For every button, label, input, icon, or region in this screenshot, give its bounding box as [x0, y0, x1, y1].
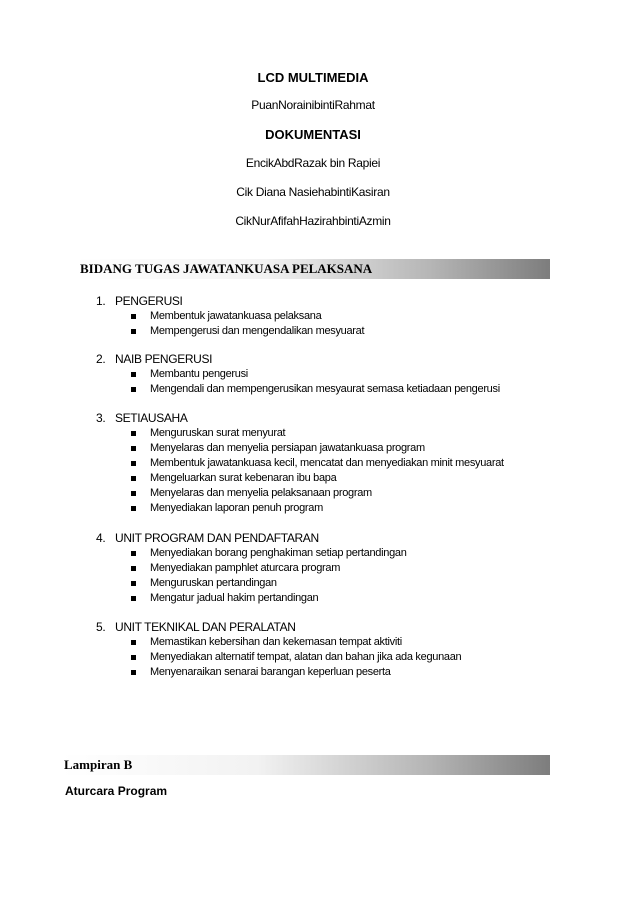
- list-item: [131, 591, 407, 606]
- section-3-heading: [96, 411, 188, 425]
- bullet-icon: [131, 491, 136, 496]
- bullet-icon: [131, 431, 136, 436]
- list-item-text: Membentuk jawatankuasa kecil, mencatat dan menyediakan minit mesyuarat: [150, 457, 504, 469]
- section-2-heading: [96, 352, 212, 366]
- section-3-list: [131, 426, 504, 516]
- section-1-list: [131, 309, 364, 339]
- list-item-text: Menyediakan pamphlet aturcara program: [150, 562, 341, 574]
- bullet-icon: [131, 329, 136, 334]
- header-title-lcd: LCD MULTIMEDIA: [257, 70, 369, 85]
- bullet-icon: [131, 640, 136, 645]
- list-item-text: Menguruskan pertandingan: [150, 577, 277, 589]
- list-item-text: Menyediakan laporan penuh program: [150, 502, 323, 514]
- list-item-text: Mengatur jadual hakim pertandingan: [150, 592, 319, 604]
- list-item: [131, 486, 504, 501]
- list-item-text: Membantu pengerusi: [150, 368, 248, 380]
- list-item: [131, 635, 461, 650]
- section-title: UNIT TEKNIKAL DAN PERALATAN: [115, 620, 296, 634]
- section-number: 1.: [96, 294, 106, 308]
- bullet-icon: [131, 566, 136, 571]
- section-5-heading: [96, 620, 296, 634]
- list-item-text: Menguruskan surat menyurat: [150, 427, 286, 439]
- list-item-text: Menyelaras dan menyelia pelaksanaan program: [150, 487, 372, 499]
- list-item-text: Menyediakan alternatif tempat, alatan dan bahan jika ada kegunaan: [150, 651, 462, 663]
- header-name-4: CikNurAfifahHazirahbintiAzmin: [235, 214, 391, 228]
- list-item-text: Menyelaras dan menyelia persiapan jawatankuasa program: [150, 442, 425, 454]
- list-item: [131, 501, 504, 516]
- section-title: NAIB PENGERUSI: [115, 352, 213, 366]
- section-banner: [76, 259, 550, 279]
- bullet-icon: [131, 476, 136, 481]
- bullet-icon: [131, 581, 136, 586]
- list-item-text: Menyenaraikan senarai barangan keperluan peserta: [150, 666, 391, 678]
- appendix-title: Lampiran B: [64, 757, 133, 772]
- list-item: [131, 382, 500, 397]
- section-title: SETIAUSAHA: [115, 411, 188, 425]
- list-item: [131, 426, 504, 441]
- bullet-icon: [131, 670, 136, 675]
- appendix-subtitle: Aturcara Program: [65, 784, 168, 798]
- list-item: [131, 561, 407, 576]
- bullet-icon: [131, 387, 136, 392]
- section-banner-title: BIDANG TUGAS JAWATANKUASA PELAKSANA: [80, 261, 373, 276]
- list-item: [131, 546, 407, 561]
- section-number: 3.: [96, 411, 106, 425]
- bullet-icon: [131, 446, 136, 451]
- section-number: 4.: [96, 531, 106, 545]
- list-item-text: Membentuk jawatankuasa pelaksana: [150, 310, 322, 322]
- list-item: [131, 441, 504, 456]
- list-item-text: Mempengerusi dan mengendalikan mesyuarat: [150, 325, 365, 337]
- list-item: [131, 456, 504, 471]
- bullet-icon: [131, 372, 136, 377]
- bullet-icon: [131, 655, 136, 660]
- section-4-heading: [96, 531, 319, 545]
- bullet-icon: [131, 314, 136, 319]
- header-name-3: Cik Diana NasiehabintiKasiran: [236, 185, 390, 199]
- header-name-1: PuanNorainibintiRahmat: [251, 98, 375, 112]
- bullet-icon: [131, 551, 136, 556]
- header-title-dokumentasi: DOKUMENTASI: [265, 127, 361, 142]
- header-name-2: EncikAbdRazak bin Rapiei: [245, 156, 381, 170]
- list-item-text: Mengendali dan mempengerusikan mesyaurat semasa ketiadaan pengerusi: [150, 383, 500, 395]
- section-1-heading: [96, 294, 183, 308]
- appendix-banner: [62, 755, 550, 775]
- list-item: [131, 471, 504, 486]
- bullet-icon: [131, 596, 136, 601]
- section-title: UNIT PROGRAM DAN PENDAFTARAN: [115, 531, 319, 545]
- section-number: 2.: [96, 352, 106, 366]
- list-item-text: Mengeluarkan surat kebenaran ibu bapa: [150, 472, 337, 484]
- section-4-list: [131, 546, 407, 606]
- section-5-list: [131, 635, 461, 680]
- list-item: [131, 650, 461, 665]
- list-item: [131, 324, 364, 339]
- list-item-text: Menyediakan borang penghakiman setiap pertandingan: [150, 547, 407, 559]
- list-item: [131, 309, 364, 324]
- bullet-icon: [131, 506, 136, 511]
- section-title: PENGERUSI: [115, 294, 183, 308]
- list-item: [131, 665, 461, 680]
- section-2-list: [131, 367, 500, 397]
- section-number: 5.: [96, 620, 106, 634]
- bullet-icon: [131, 461, 136, 466]
- list-item: [131, 367, 500, 382]
- list-item-text: Memastikan kebersihan dan kekemasan tempat aktiviti: [150, 636, 402, 648]
- list-item: [131, 576, 407, 591]
